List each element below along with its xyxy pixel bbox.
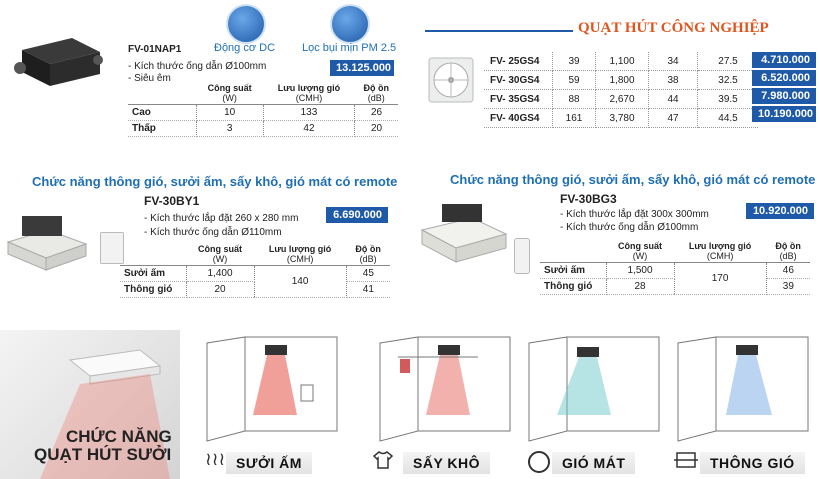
cell-flow: 133 (263, 105, 354, 121)
bg3-model: FV-30BG3 (560, 192, 617, 206)
cell: 1,100 (596, 52, 649, 71)
bg3-remote-image (514, 238, 530, 274)
cell: 1,800 (596, 71, 649, 90)
cell: 3,780 (596, 109, 649, 128)
cell-power: 1,500 (606, 263, 674, 279)
cell: 2,670 (596, 90, 649, 109)
table-header-spacer (128, 82, 196, 105)
industrial-price-1: 4.710.000 (752, 52, 816, 68)
cell: 88 (553, 90, 596, 109)
circle-icon (528, 451, 550, 473)
room-diagram-drying (378, 335, 513, 443)
industrial-title-rule (425, 30, 573, 32)
cell-power: 1,400 (186, 266, 254, 282)
bg3-spec-duct: - Kích thước ống dẫn Ø100mm (560, 222, 699, 233)
dc-motor-icon (226, 4, 266, 44)
bg3-price: 10.920.000 (746, 203, 814, 219)
header-noise: Độ ồn (dB) (355, 82, 398, 105)
table-row (540, 263, 810, 279)
ventilation-icon (674, 450, 698, 475)
cell-power: 10 (196, 105, 263, 121)
table-row (484, 90, 758, 109)
cell-noise: 46 (766, 263, 810, 279)
cell-noise: 20 (355, 121, 398, 137)
industrial-table (484, 52, 758, 128)
cell-power: 28 (606, 279, 674, 295)
by1-price: 6.690.000 (326, 207, 388, 223)
fv01nap1-spec-duct: - Kích thước ống dẫn Ø100mm (128, 61, 267, 72)
room-diagram-ventilation (676, 335, 811, 443)
table-row (484, 71, 758, 90)
row-label: Sưởi ấm (120, 266, 186, 282)
table-row (484, 109, 758, 128)
by1-section-title: Chức năng thông gió, sưởi ấm, sấy khô, gió mát có remote (32, 174, 398, 189)
cell-flow: 140 (254, 266, 346, 298)
bg3-product-image (418, 196, 510, 276)
industrial-fan-image (425, 52, 477, 108)
row-label: Cao (128, 105, 196, 121)
table-row (128, 121, 398, 137)
cell: 44.5 (698, 109, 759, 128)
header-noise: Độ ồn (dB) (766, 240, 810, 263)
function-label-cool: GIÓ MÁT (552, 452, 635, 474)
function-label-drying: SẤY KHÔ (403, 452, 490, 474)
header-flow: Lưu lượng gió (CMH) (674, 240, 766, 263)
fv01nap1-spec-quiet: - Siêu êm (128, 73, 171, 84)
header-power: Công suất (W) (186, 243, 254, 266)
cell: 38 (649, 71, 698, 90)
fv01nap1-price: 13.125.000 (330, 60, 394, 76)
table-row (128, 105, 398, 121)
table-row (484, 52, 758, 71)
banner-line1: CHỨC NĂNG (66, 427, 172, 446)
by1-spec-size: - Kích thước lắp đặt 260 x 280 mm (144, 213, 299, 224)
function-label-ventilation: THÔNG GIÓ (700, 452, 805, 474)
room-diagram-cool (527, 335, 662, 443)
by1-spec-table (120, 243, 390, 298)
by1-spec-duct: - Kích thước ống dẫn Ø110mm (144, 227, 282, 238)
by1-product-image (2, 200, 90, 280)
by1-model: FV-30BY1 (144, 194, 200, 208)
table-header-spacer (120, 243, 186, 266)
table-row (120, 266, 390, 282)
cell-flow: 170 (674, 263, 766, 295)
pm25-filter-icon (330, 4, 370, 44)
cell-model: FV- 40GS4 (484, 109, 553, 128)
banner-line2: QUẠT HÚT SƯỞI (34, 445, 172, 464)
industrial-title: QUẠT HÚT CÔNG NGHIỆP (578, 20, 769, 36)
room-diagram-heating (205, 335, 340, 443)
cell-model: FV- 25GS4 (484, 52, 553, 71)
cell-noise: 45 (346, 266, 390, 282)
bg3-section-title: Chức năng thông gió, sưởi ấm, sấy khô, gió mát có remote (450, 172, 816, 187)
cell: 34 (649, 52, 698, 71)
cell: 39 (553, 52, 596, 71)
industrial-price-2: 6.520.000 (752, 70, 816, 86)
cell: 32.5 (698, 71, 759, 90)
header-noise: Độ ồn (dB) (346, 243, 390, 266)
cell: 59 (553, 71, 596, 90)
cell-power: 3 (196, 121, 263, 137)
fv01nap1-spec-table (128, 82, 398, 137)
function-label-heating: SƯỞI ẤM (226, 452, 312, 474)
fv01nap1-model: FV-01NAP1 (128, 44, 182, 55)
industrial-price-3: 7.980.000 (752, 88, 816, 104)
cell-power: 20 (186, 282, 254, 298)
industrial-price-4: 10.190.000 (752, 106, 816, 122)
fv01nap1-image (12, 30, 104, 92)
fv01nap1-feature-dc: Động cơ DC (214, 42, 276, 54)
fv01nap1-feature-pm25: Lọc bụi mịn PM 2.5 (302, 42, 397, 54)
header-power: Công suất (W) (606, 240, 674, 263)
row-label: Thông gió (540, 279, 606, 295)
cell: 47 (649, 109, 698, 128)
cell-noise: 26 (355, 105, 398, 121)
cell-model: FV- 30GS4 (484, 71, 553, 90)
row-label: Thấp (128, 121, 196, 137)
cell-noise: 39 (766, 279, 810, 295)
header-power: Công suất (W) (196, 82, 263, 105)
table-header-spacer (540, 240, 606, 263)
heat-waves-icon: ≀≀≀ (205, 449, 226, 469)
cell-model: FV- 35GS4 (484, 90, 553, 109)
row-label: Sưởi ấm (540, 263, 606, 279)
row-label: Thông gió (120, 282, 186, 298)
header-flow: Lưu lượng gió (CMH) (263, 82, 354, 105)
cell-noise: 41 (346, 282, 390, 298)
cell: 39.5 (698, 90, 759, 109)
header-flow: Lưu lượng gió (CMH) (254, 243, 346, 266)
cell: 161 (553, 109, 596, 128)
shirt-icon (372, 450, 394, 475)
bg3-spec-table (540, 240, 810, 295)
bg3-spec-size: - Kích thước lắp đặt 300x 300mm (560, 209, 709, 220)
cell: 27.5 (698, 52, 759, 71)
cell-flow: 42 (263, 121, 354, 137)
cell: 44 (649, 90, 698, 109)
